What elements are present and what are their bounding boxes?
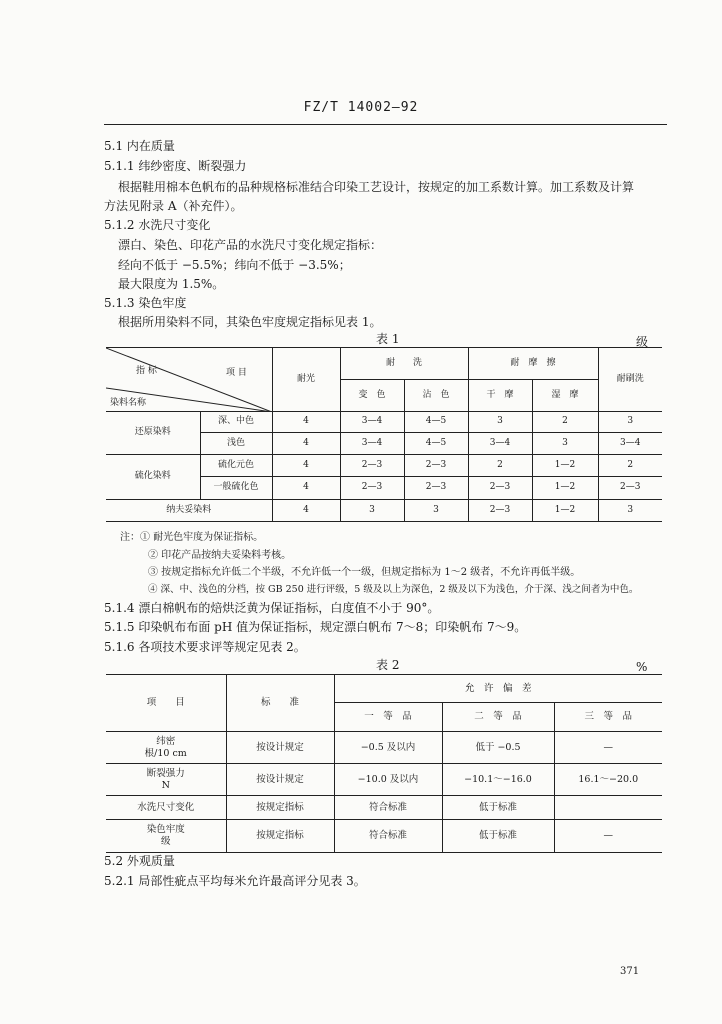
cell: 1—2 — [532, 455, 598, 477]
cell: 3—4 — [468, 433, 532, 455]
th-wet-rub: 湿 摩 — [532, 380, 598, 412]
std-cell: 按规定指标 — [226, 796, 334, 820]
cell: — — [554, 732, 662, 764]
cell: 3 — [340, 500, 404, 522]
section-5-1-1-title: 5.1.1 纬纱密度、断裂强力 — [104, 159, 247, 173]
item-cell: 水洗尺寸变化 — [106, 796, 226, 820]
note-1: 注：① 耐光色牢度为保证指标。 — [120, 532, 264, 543]
section-5-1-2-title: 5.1.2 水洗尺寸变化 — [104, 218, 211, 232]
table1-caption: 表 1 — [376, 332, 400, 346]
dye-name: 还原染料 — [106, 412, 200, 455]
cell: −10.1～−16.0 — [442, 764, 554, 796]
table-2-grading — [106, 674, 662, 853]
th-dry-rub: 干 摩 — [468, 380, 532, 412]
cell: 3 — [468, 412, 532, 433]
note-2: ② 印花产品按纳夫妥染料考核。 — [148, 550, 292, 561]
th-standard: 标 准 — [226, 675, 334, 732]
diag-col-label: 项 目 — [226, 368, 247, 378]
th-item: 项 目 — [106, 675, 226, 732]
diag-row-label: 指 标 — [136, 366, 157, 376]
cell: 2—3 — [468, 477, 532, 500]
cell: 2 — [598, 455, 662, 477]
section-5-1-3-title: 5.1.3 染色牢度 — [104, 296, 187, 310]
item-unit: N — [161, 779, 170, 791]
note-3: ③ 按规定指标允许低二个半级，不允许低一个一级，但规定指标为 1～2 级者，不允许再低半级。 — [148, 567, 581, 578]
cell: 16.1～−20.0 — [554, 764, 662, 796]
section-5-1-title: 5.1 内在质量 — [104, 139, 175, 153]
th-brush: 耐刷洗 — [598, 348, 662, 412]
dye-name: 硫化染料 — [106, 455, 200, 500]
cell: — — [554, 820, 662, 853]
cell: 低于 −0.5 — [442, 732, 554, 764]
cell: 2—3 — [598, 477, 662, 500]
table-row — [106, 732, 662, 764]
th-grade-1: 一 等 品 — [334, 703, 442, 732]
cell: 低于标准 — [442, 796, 554, 820]
std-cell: 按设计规定 — [226, 732, 334, 764]
diag-bottom-label: 染料名称 — [110, 398, 147, 408]
section-5-1-5: 5.1.5 印染帆布布面 pH 值为保证指标，规定漂白帆布 7～8；印染帆布 7～9。 — [104, 620, 527, 634]
th-tolerance: 允 许 偏 差 — [334, 675, 662, 703]
table-row — [106, 412, 662, 433]
dye-sub: 一般硫化色 — [200, 477, 272, 500]
cell: 4 — [272, 477, 340, 500]
section-5-2-1: 5.2.1 局部性疵点平均每米允许最高评分见表 3。 — [104, 874, 366, 888]
cell: 2—3 — [468, 500, 532, 522]
cell: 4 — [272, 455, 340, 477]
item-name: 染色牢度 — [146, 824, 185, 836]
std-cell: 按规定指标 — [226, 820, 334, 853]
table1-unit: 级 — [636, 335, 649, 349]
cell: 2—3 — [340, 477, 404, 500]
cell: 2—3 — [404, 455, 468, 477]
th-grade-2: 二 等 品 — [442, 703, 554, 732]
cell: 4 — [272, 433, 340, 455]
cell: 2—3 — [340, 455, 404, 477]
cell — [554, 796, 662, 820]
th-wash: 耐 洗 — [340, 348, 468, 380]
table-row — [106, 455, 662, 477]
cell: 3—4 — [598, 433, 662, 455]
dye-name: 纳夫妥染料 — [106, 500, 272, 522]
section-5-2: 5.2 外观质量 — [104, 854, 175, 868]
th-rub: 耐 摩 擦 — [468, 348, 598, 380]
cell: −0.5 及以内 — [334, 732, 442, 764]
item-name: 纬密 — [156, 735, 176, 747]
table2-caption: 表 2 — [376, 658, 400, 672]
cell: 符合标准 — [334, 796, 442, 820]
table-row — [106, 764, 662, 796]
item-name: 断裂强力 — [146, 767, 185, 779]
item-unit: 级 — [160, 836, 171, 847]
section-5-1-6: 5.1.6 各项技术要求评等规定见表 2。 — [104, 640, 306, 654]
std-cell: 按设计规定 — [226, 764, 334, 796]
item-cell — [106, 820, 226, 853]
cell: 2 — [532, 412, 598, 433]
section-5-1-1-p2: 方法见附录 A（补充件）。 — [104, 199, 243, 213]
diagonal-header-cell — [106, 348, 272, 412]
th-stain: 沾 色 — [404, 380, 468, 412]
section-5-1-2-p3: 最大限度为 1.5%。 — [118, 277, 225, 291]
item-cell — [106, 732, 226, 764]
cell: 3 — [598, 412, 662, 433]
section-5-1-1-p1: 根据鞋用棉本色帆布的品种规格标准结合印染工艺设计，按规定的加工系数计算。加工系数及计算 — [118, 180, 635, 194]
cell: 3—4 — [340, 433, 404, 455]
cell: 4 — [272, 500, 340, 522]
dye-sub: 浅色 — [200, 433, 272, 455]
cell: 2 — [468, 455, 532, 477]
section-5-1-2-p2: 经向不低于 −5.5%；纬向不低于 −3.5%； — [118, 258, 351, 272]
th-discolor: 变 色 — [340, 380, 404, 412]
note-4: ④ 深、中、浅色的分档，按 GB 250 进行评级，5 级及以上为深色，2 级及以下为浅色，介于深、浅之间者为中色。 — [148, 584, 639, 595]
th-light: 耐光 — [272, 348, 340, 412]
cell: 1—2 — [532, 500, 598, 522]
cell: 低于标准 — [442, 820, 554, 853]
standard-code: FZ/T 14002—92 — [303, 100, 419, 115]
page-number: 371 — [620, 966, 640, 977]
th-grade-3: 三 等 品 — [554, 703, 662, 732]
section-5-1-2-p1: 漂白、染色、印花产品的水洗尺寸变化规定指标： — [118, 238, 383, 252]
cell: 4—5 — [404, 412, 468, 433]
item-unit: 根/10 cm — [144, 747, 187, 759]
cell: 4—5 — [404, 433, 468, 455]
table-row — [106, 500, 662, 522]
header-rule — [104, 124, 667, 125]
cell: 3 — [598, 500, 662, 522]
cell: 3 — [404, 500, 468, 522]
cell: 4 — [272, 412, 340, 433]
table-1-color-fastness — [106, 347, 662, 522]
section-5-1-4: 5.1.4 漂白棉帆布的焙烘泛黄为保证指标，白度值不小于 90°。 — [104, 601, 440, 615]
table-row — [106, 796, 662, 820]
cell: 1—2 — [532, 477, 598, 500]
cell: 2—3 — [404, 477, 468, 500]
dye-sub: 深、中色 — [200, 412, 272, 433]
dye-sub: 硫化元色 — [200, 455, 272, 477]
cell: 符合标准 — [334, 820, 442, 853]
cell: 3—4 — [340, 412, 404, 433]
cell: −10.0 及以内 — [334, 764, 442, 796]
table-row — [106, 820, 662, 853]
section-5-1-3-p1: 根据所用染料不同，其染色牢度规定指标见表 1。 — [118, 315, 382, 329]
table2-unit: % — [636, 660, 648, 674]
item-cell — [106, 764, 226, 796]
cell: 3 — [532, 433, 598, 455]
